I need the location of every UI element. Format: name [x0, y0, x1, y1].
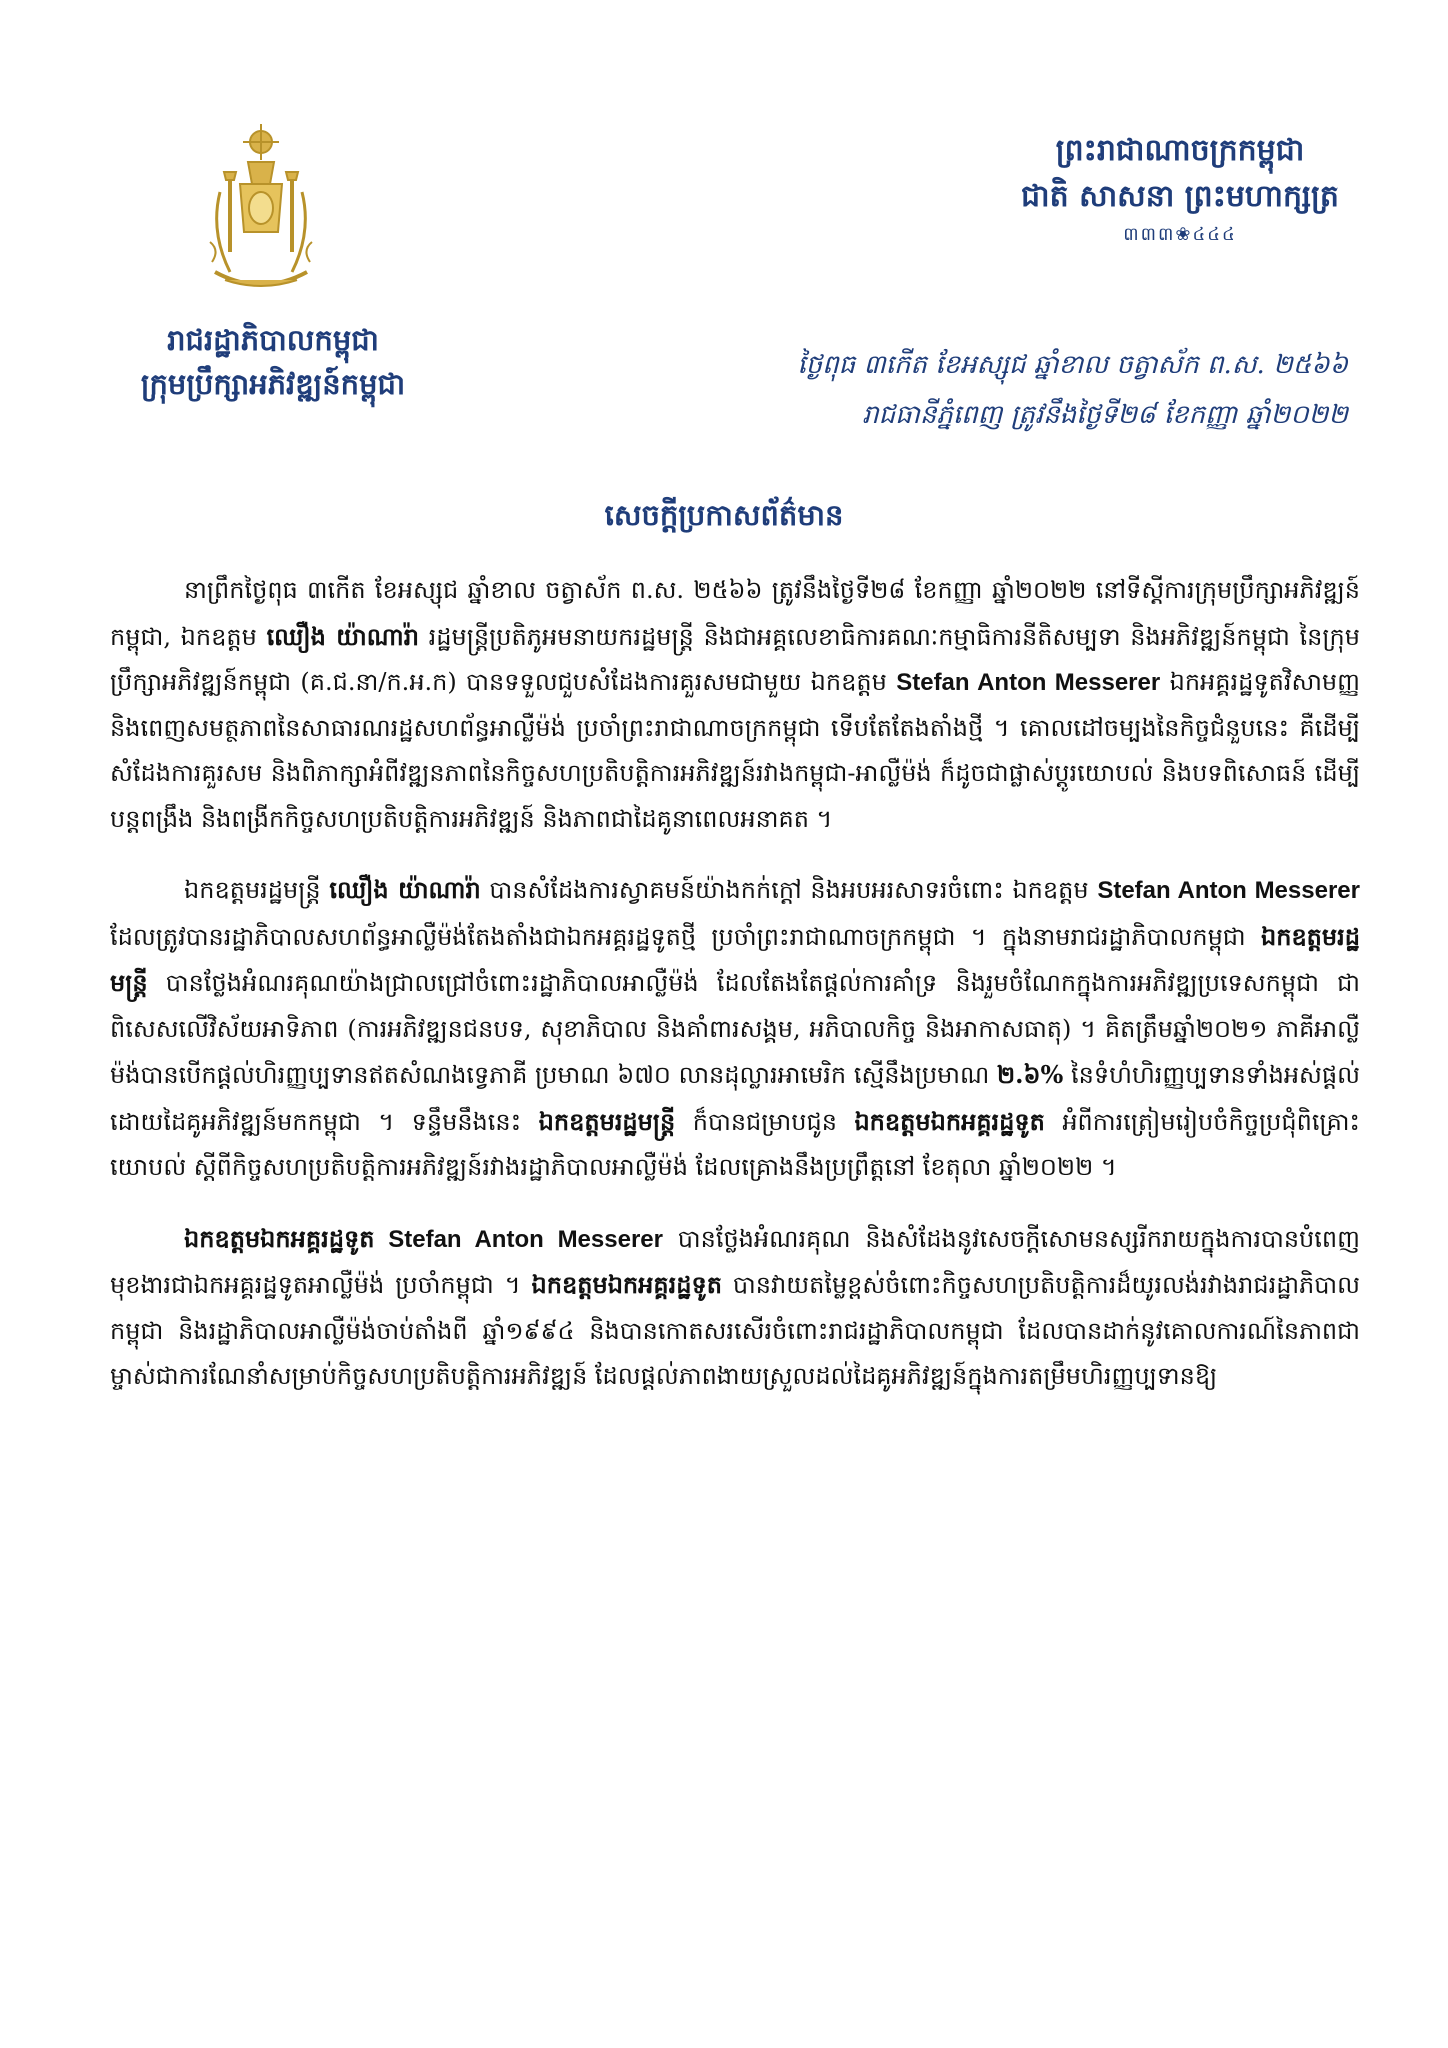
motto-ornament: ៣៣៣❀៤៤៤	[1123, 224, 1237, 245]
text-run: បានវាយតម្លៃខ្ពស់ចំពោះកិច្ចសហប្រតិបត្តិការដ៏យូរលង់រវាងរាជរដ្ឋាភិបាលកម្ពុជា និងរដ្ឋាភិបាលអាល្លឺម៉ង់ចាប់តាំងពី ឆ្នាំ១៩៩៤ និងបានកោតសរសើរចំពោះរាជរដ្ឋាភិបាលកម្ពុជា ដែលបានដាក់នូវគោលការណ៍នៃភាពជាម្ចាស់ជាការណែនាំសម្រាប់កិច្ចសហប្រតិបត្តិការអភិវឌ្ឍន៍ ដែលផ្តល់ភាពងាយស្រួលដល់ដៃគូអភិវឌ្ឍន៍ក្នុងការតម្រឹមហិរញ្ញប្បទានឱ្យ	[110, 1271, 1360, 1390]
national-motto: ជាតិ សាសនា ព្រះមហាក្សត្រ	[1021, 179, 1339, 214]
text-run: ដែលត្រូវបានរដ្ឋាភិបាលសហព័ន្ធអាល្លឺម៉ង់តែងតាំងជាឯកអគ្គរដ្ឋទូតថ្មី ប្រចាំព្រះរាជាណាចក្រកម្ពុជា ។ ក្នុងនាមរាជរដ្ឋាភិបាលកម្ពុជា	[110, 922, 1261, 951]
kingdom-motto-header	[980, 128, 1380, 250]
bold-title: ឯកឧត្តមឯកអគ្គរដ្ឋទូត	[184, 1223, 375, 1253]
kingdom-name: ព្រះរាជាណាចក្រកម្ពុជា	[1055, 133, 1305, 168]
bold-figure: ២.៦%	[997, 1060, 1064, 1089]
bold-title: ឯកឧត្តមឯកអគ្គរដ្ឋទូត	[531, 1270, 722, 1299]
text-run: ឯកអគ្គរដ្ឋទូតវិសាមញ្ញ និងពេញសមត្ថភាពនៃសាធារណរដ្ឋសហព័ន្ធអាល្លឺម៉ង់ ប្រចាំព្រះរាជាណាចក្រកម្ពុជា ទើបតែតែងតាំងថ្មី ។ គោលដៅចម្បងនៃកិច្ចជំនួបនេះ គឺដើម្បីសំដែងការគួរសម និងពិភាក្សាអំពីវឌ្ឍនភាពនៃកិច្ចសហប្រតិបត្តិការអភិវឌ្ឍន៍រវាងកម្ពុជា-អាល្លឺម៉ង់ ក៏ដូចជាផ្លាស់ប្តូរយោបល់ និងបទពិសោធន៍ ដើម្បីបន្តពង្រឹង និងពង្រីកកិច្ចសហប្រតិបត្តិការអភិវឌ្ឍន៍ និងភាពជាដៃគូនាពេលអនាគត ។	[110, 668, 1361, 833]
bold-title: ឯកឧត្តមរដ្ឋមន្ត្រី	[538, 1106, 676, 1136]
text-run: អំពីការត្រៀមរៀបចំកិច្ចប្រជុំពិគ្រោះយោបល់ ស្តីពីកិច្ចសហប្រតិបត្តិការអភិវឌ្ឍន៍រវាងរដ្ឋាភិបាលអាល្លឺម៉ង់ ដែលគ្រោងនឹងប្រព្រឹត្តនៅ ខែតុលា ឆ្នាំ២០២២ ។	[110, 1107, 1360, 1181]
ambassador-name: Stefan Anton Messerer	[1097, 877, 1360, 904]
paragraph-2	[110, 867, 1360, 1191]
ambassador-name: Stefan Anton Messerer	[896, 669, 1161, 696]
document-body	[110, 568, 1360, 1425]
bold-title: ឯកឧត្តមរដ្ឋមន្ត្រី	[110, 921, 1360, 997]
paragraph-3	[110, 1216, 1360, 1400]
issuing-authority	[98, 318, 448, 406]
paragraph-1	[110, 568, 1360, 842]
text-run: បានថ្លែងអំណរគុណ និងសំដែងនូវសេចក្តីសោមនស្សរីករាយក្នុងការបានបំពេញមុខងារជាឯកអគ្គរដ្ឋទូតអាល្លឺម៉ង់ ប្រចាំកម្ពុជា ។	[110, 1224, 1360, 1299]
text-run: ក៏បានជម្រាបជូន	[675, 1107, 855, 1136]
royal-coat-of-arms-emblem	[190, 122, 332, 297]
text-run: បានសំដែងការស្វាគមន៍យ៉ាងកក់ក្តៅ និងអបអរសាទរចំពោះ ឯកឧត្តម	[480, 876, 1098, 904]
person-name: ឈឿង យ៉ាណារ៉ា	[329, 875, 481, 904]
ambassador-name: Stefan Anton Messerer	[374, 1225, 663, 1253]
text-run: នាព្រឹកថ្ងៃពុធ ៣កើត ខែអស្សុជ ឆ្នាំខាល ចត្វាស័ក ព.ស. ២៥៦៦ ត្រូវនឹងថ្ងៃទី២៨ ខែកញ្ញា ឆ្នាំ២០២២ នៅទីស្តីការក្រុមប្រឹក្សាអភិវឌ្ឍន៍កម្ពុជា, ឯកឧត្តម	[110, 576, 1360, 651]
text-run: ឯកឧត្តមរដ្ឋមន្ត្រី	[184, 876, 330, 904]
text-run: បានថ្លែងអំណរគុណយ៉ាងជ្រាលជ្រៅចំពោះរដ្ឋាភិបាលអាល្លឺម៉ង់ ដែលតែងតែផ្តល់ការគាំទ្រ និងរួមចំណែកក្នុងការអភិវឌ្ឍប្រទេសកម្ពុជា ជាពិសេសលើវិស័យអាទិភាព (ការអភិវឌ្ឍនជនបទ, សុខាភិបាល និងគាំពារសង្គម, អភិបាលកិច្ច និងអាកាសធាតុ) ។ គិតត្រឹមឆ្នាំ២០២១ ភាគីអាល្លឺម៉ង់បានបើកផ្តល់ហិរញ្ញប្បទានឥតសំណងទ្វេភាគី ប្រមាណ ៦៧០ លានដុល្លារអាមេរិក ស្មើនឹងប្រមាណ	[110, 969, 1360, 1089]
lunar-date: ថ្ងៃពុធ ៣កើត ខែអស្សុជ ឆ្នាំខាល ចត្វាស័ក ព.ស. ២៥៦៦	[797, 350, 1348, 380]
council-name: ក្រុមប្រឹក្សាអភិវឌ្ឍន៍កម្ពុជា	[140, 367, 406, 401]
text-run: រដ្ឋមន្ត្រីប្រតិភូអមនាយករដ្ឋមន្ត្រី និងជាអគ្គលេខាធិការគណៈកម្មាធិការនីតិសម្បទា និងអភិវឌ្ឍន៍កម្ពុជា នៃក្រុមប្រឹក្សាអភិវឌ្ឍន៍កម្ពុជា (គ.ជ.នា/ក.អ.ក) បានទទួលជួបសំដែងការគួរសមជាមួយ ឯកឧត្តម	[110, 622, 1360, 696]
person-name: ឈឿង យ៉ាណារ៉ា	[266, 621, 419, 651]
government-name: រាជរដ្ឋាភិបាលកម្ពុជា	[167, 323, 379, 357]
date-block	[797, 340, 1348, 440]
document-title: សេចក្តីប្រកាសព័ត៌មាន	[604, 498, 844, 532]
text-run: នៃទំហំហិរញ្ញប្បទានទាំងអស់ផ្តល់ដោយដៃគូអភិវឌ្ឍន៍មកកម្ពុជា ។ ទន្ទឹមនឹងនេះ	[110, 1061, 1360, 1136]
bold-title: ឯកឧត្តមឯកអគ្គរដ្ឋទូត	[854, 1106, 1045, 1136]
place-and-date: រាជធានីភ្នំពេញ ត្រូវនឹងថ្ងៃទី២៨ ខែកញ្ញា ឆ្នាំ២០២២	[862, 400, 1348, 430]
